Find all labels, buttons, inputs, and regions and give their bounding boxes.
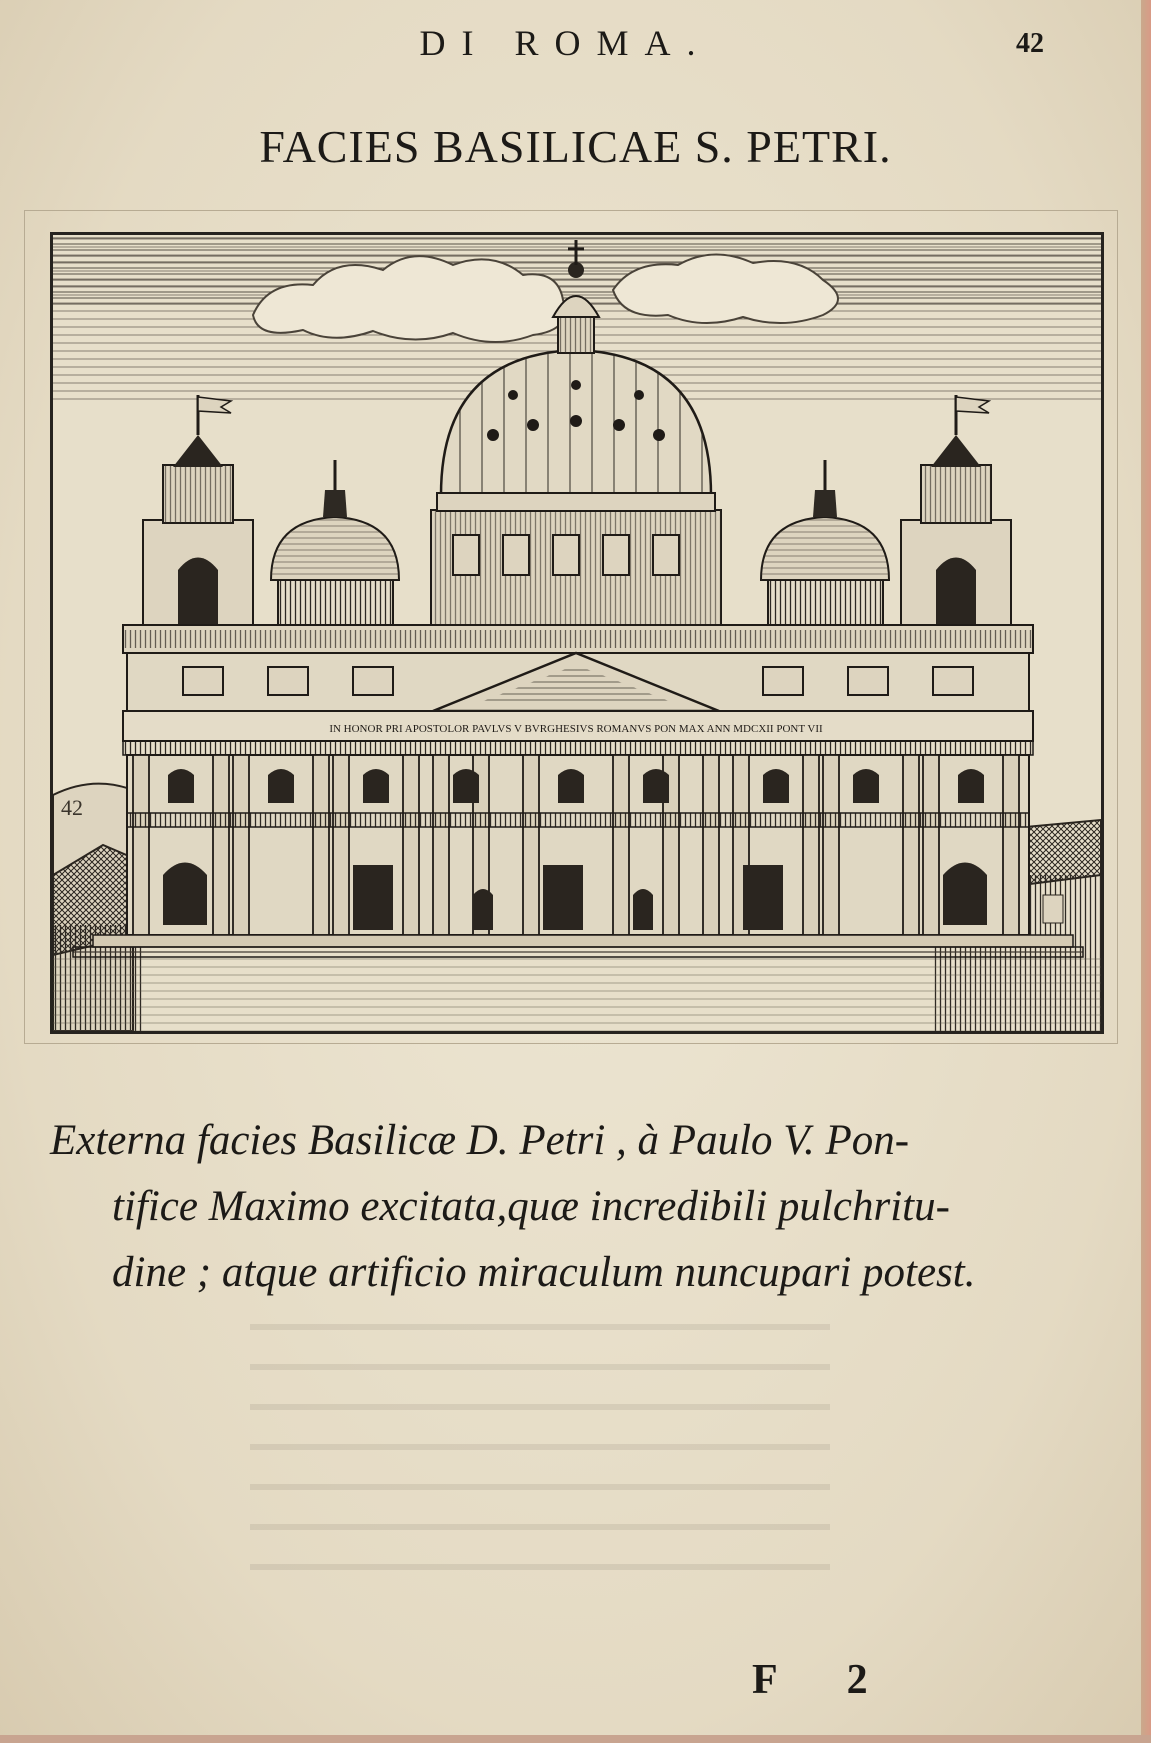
page-number: 42 <box>1016 28 1044 59</box>
running-head: DI ROMA. <box>419 23 712 63</box>
engraving-basilica <box>50 232 1104 1034</box>
plate-caption <box>50 1108 1090 1306</box>
page-edge-bottom <box>0 1735 1151 1743</box>
frieze-inscription: IN HONOR PRI APOSTOLOR PAVLVS V BVRGHESIVS ROMANVS PON MAX ANN MDCXII PONT VII <box>329 723 823 735</box>
caption-line: tifice Maximo excitata,quæ incredibili pulchritu- <box>112 1183 950 1230</box>
basilica-engraving-image <box>53 235 1101 1031</box>
show-through-text <box>210 1290 870 1650</box>
plate-number: 42 <box>61 795 83 820</box>
signature-mark: F 2 <box>752 1657 898 1703</box>
plate-title: FACIES BASILICAE S. PETRI. <box>259 121 892 172</box>
caption-line: dine ; atque artificio miraculum nuncupari potest. <box>112 1249 976 1296</box>
facade <box>73 625 1083 957</box>
caption-line: Externa facies Basilicæ D. Petri , à Paulo V. Pon- <box>50 1117 910 1164</box>
page-edge <box>1141 0 1151 1743</box>
